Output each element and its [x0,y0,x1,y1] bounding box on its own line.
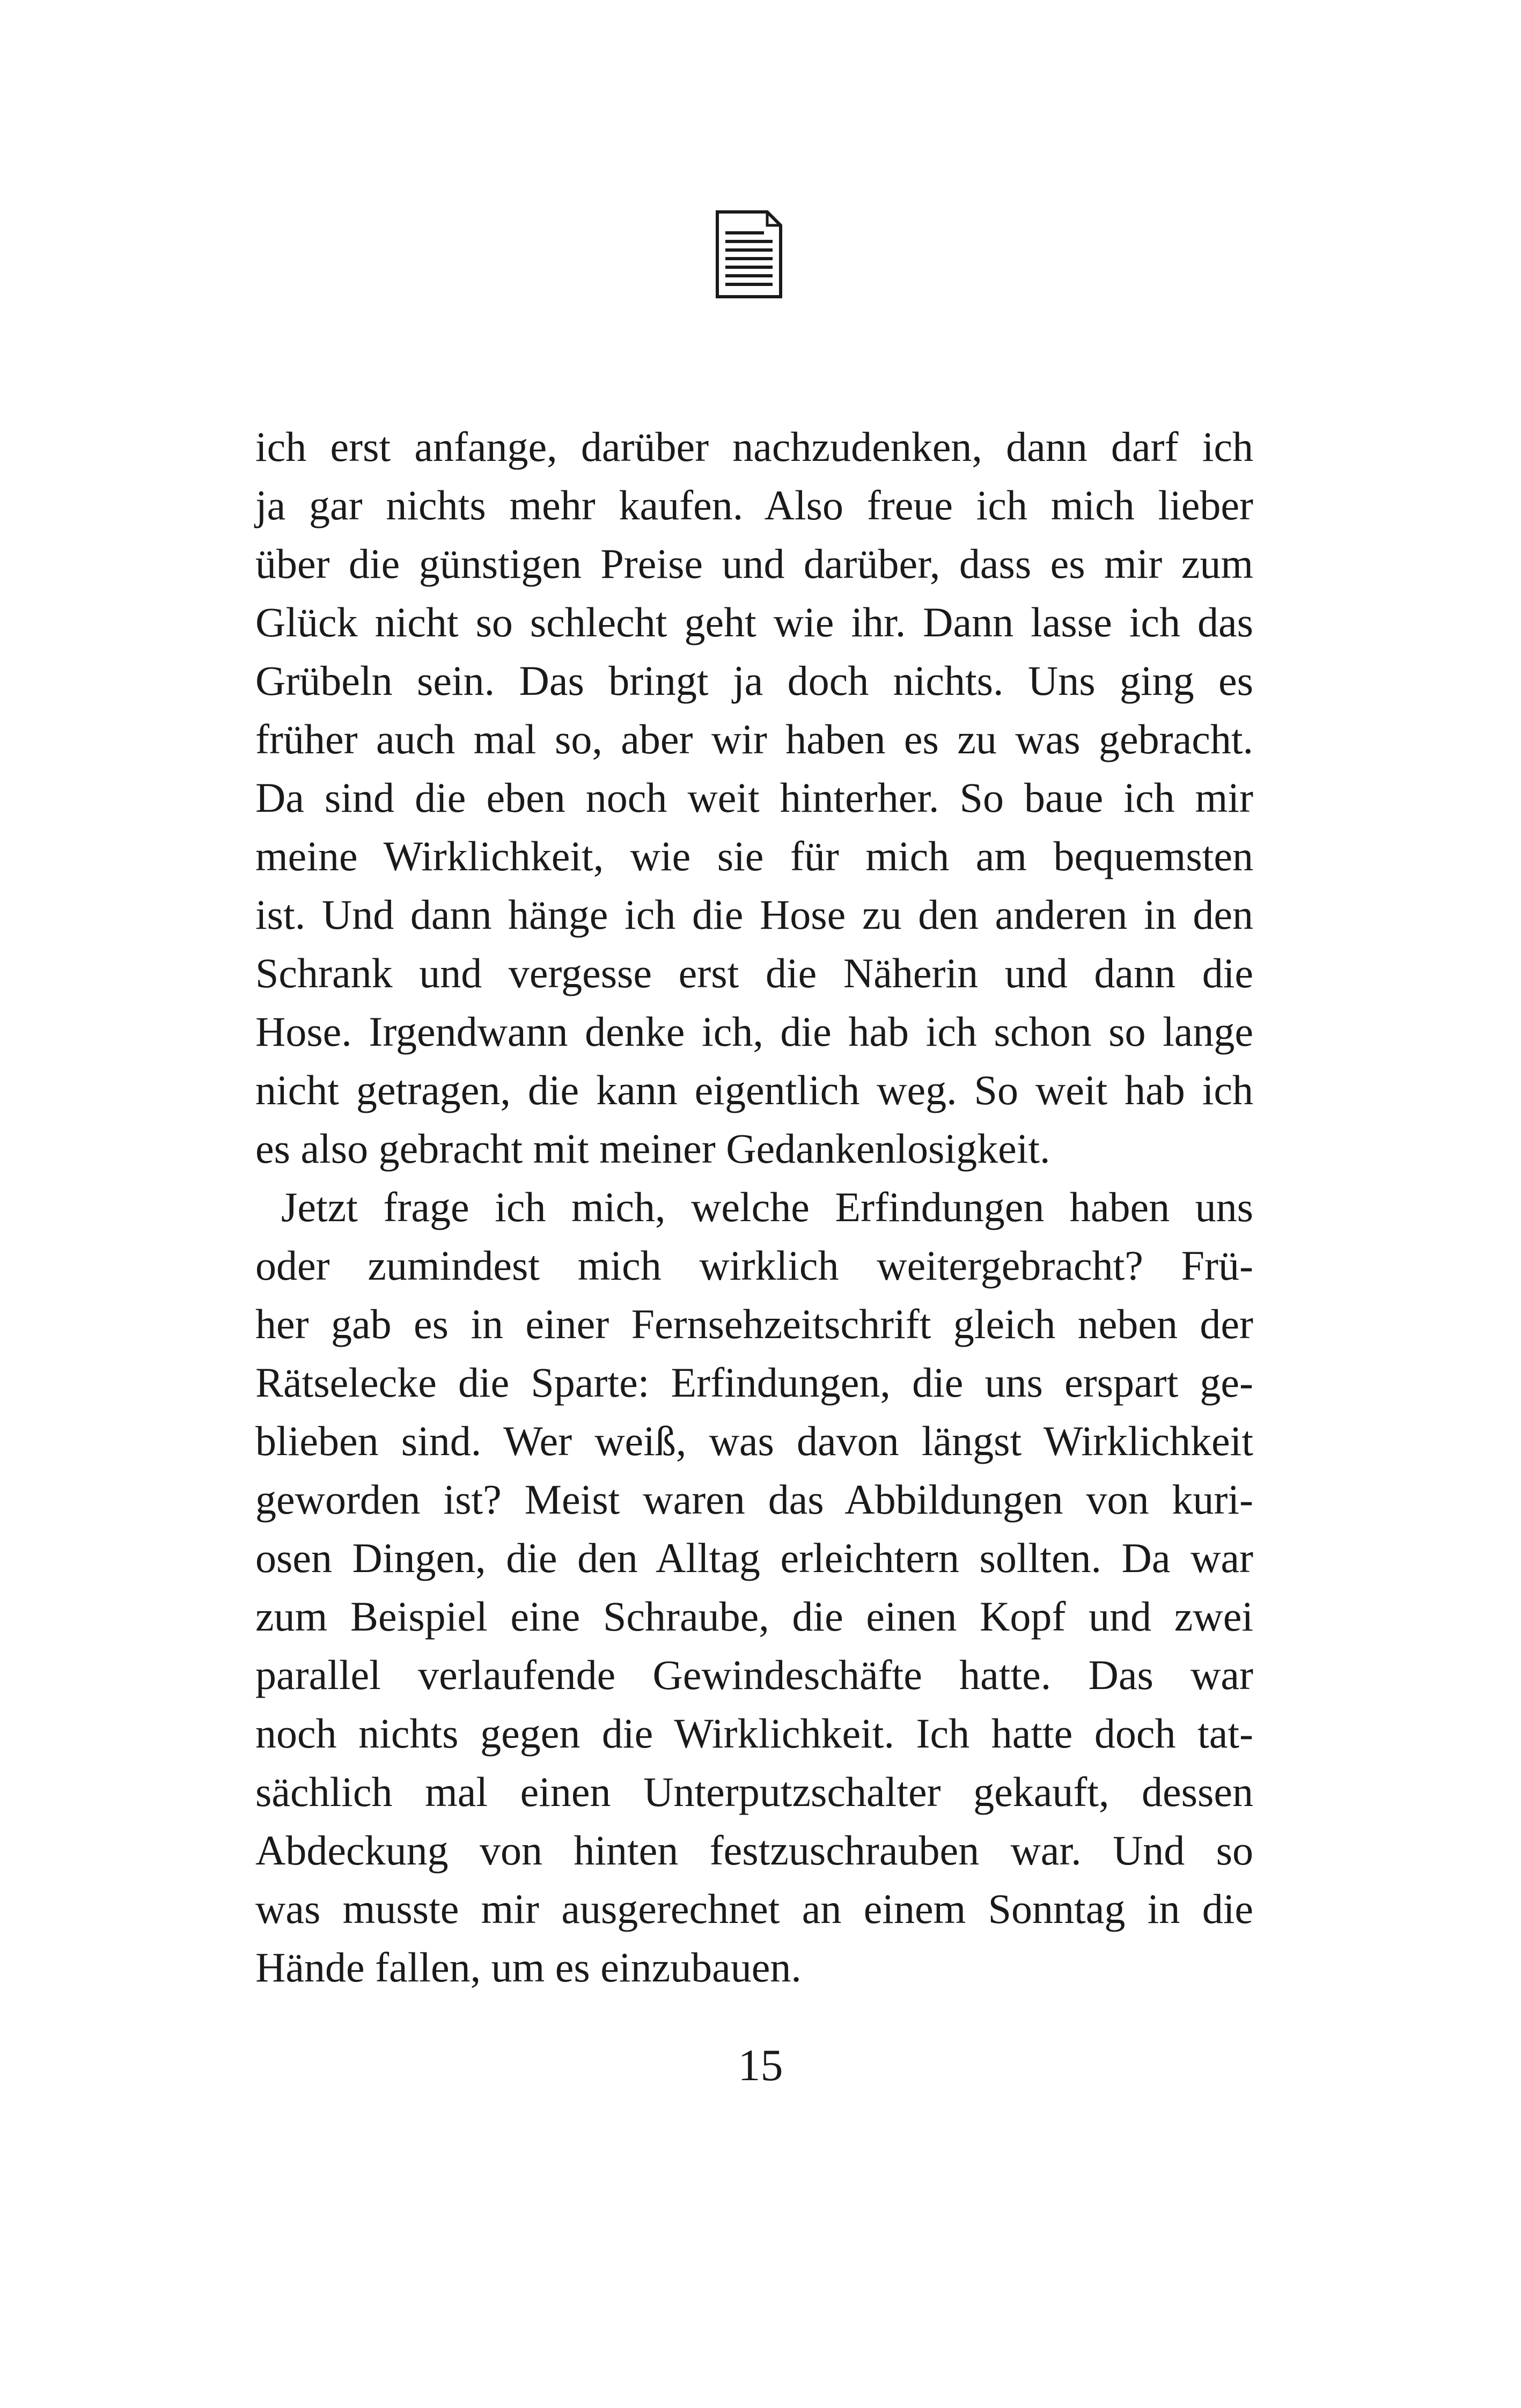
text-line: geworden ist? Meist waren das Abbildungen von kuri- [255,1476,1253,1523]
text-line: über die günstigen Preise und darüber, dass es mir zum [255,540,1253,587]
text-line: was musste mir ausgerechnet an einem Sonntag in die [255,1885,1253,1932]
text-line: Hände fallen, um es einzubauen. [255,1944,802,1991]
page-number: 15 [738,2040,783,2090]
text-line: es also gebracht mit meiner Gedankenlosigkeit. [255,1125,1050,1172]
text-line: nicht getragen, die kann eigentlich weg. So weit hab ich [255,1067,1253,1113]
text-line: noch nichts gegen die Wirklichkeit. Ich hatte doch tat- [255,1710,1253,1757]
text-line: Jetzt frage ich mich, welche Erfindungen haben uns [281,1184,1253,1230]
text-line: parallel verlaufende Gewindeschäfte hatte. Das war [255,1651,1253,1698]
text-line: ja gar nichts mehr kaufen. Also freue ich mich lieber [255,482,1253,528]
document-lines-icon [716,210,782,298]
text-line: Hose. Irgendwann denke ich, die hab ich schon so lange [255,1008,1253,1055]
paragraph [255,1178,1253,1996]
text-line: oder zumindest mich wirklich weitergebracht? Frü- [255,1242,1253,1289]
text-line: meine Wirklichkeit, wie sie für mich am bequemsten [255,833,1253,879]
text-line: zum Beispiel eine Schraube, die einen Kopf und zwei [255,1593,1253,1640]
text-line: Grübeln sein. Das bringt ja doch nichts. Uns ging es [255,657,1253,704]
text-line: blieben sind. Wer weiß, was davon längst Wirklichkeit [255,1418,1253,1464]
text-line: ist. Und dann hänge ich die Hose zu den anderen in den [255,891,1253,938]
text-line: osen Dingen, die den Alltag erleichtern sollten. Da war [255,1535,1253,1581]
body-text [255,417,1253,1996]
paragraph [255,417,1253,1178]
text-line: Glück nicht so schlecht geht wie ihr. Dann lasse ich das [255,599,1253,645]
text-line: sächlich mal einen Unterputzschalter gekauft, dessen [255,1768,1253,1815]
text-line: Rätselecke die Sparte: Erfindungen, die uns erspart ge- [255,1359,1253,1406]
text-line: Schrank und vergesse erst die Näherin und dann die [255,950,1253,996]
text-line: früher auch mal so, aber wir haben es zu was gebracht. [255,716,1253,762]
text-line: Abdeckung von hinten festzuschrauben war. Und so [255,1827,1253,1874]
text-line: Da sind die eben noch weit hinterher. So baue ich mir [255,774,1253,821]
text-line: her gab es in einer Fernsehzeitschrift gleich neben der [255,1301,1253,1347]
text-line: ich erst anfange, darüber nachzudenken, dann darf ich [255,423,1253,470]
